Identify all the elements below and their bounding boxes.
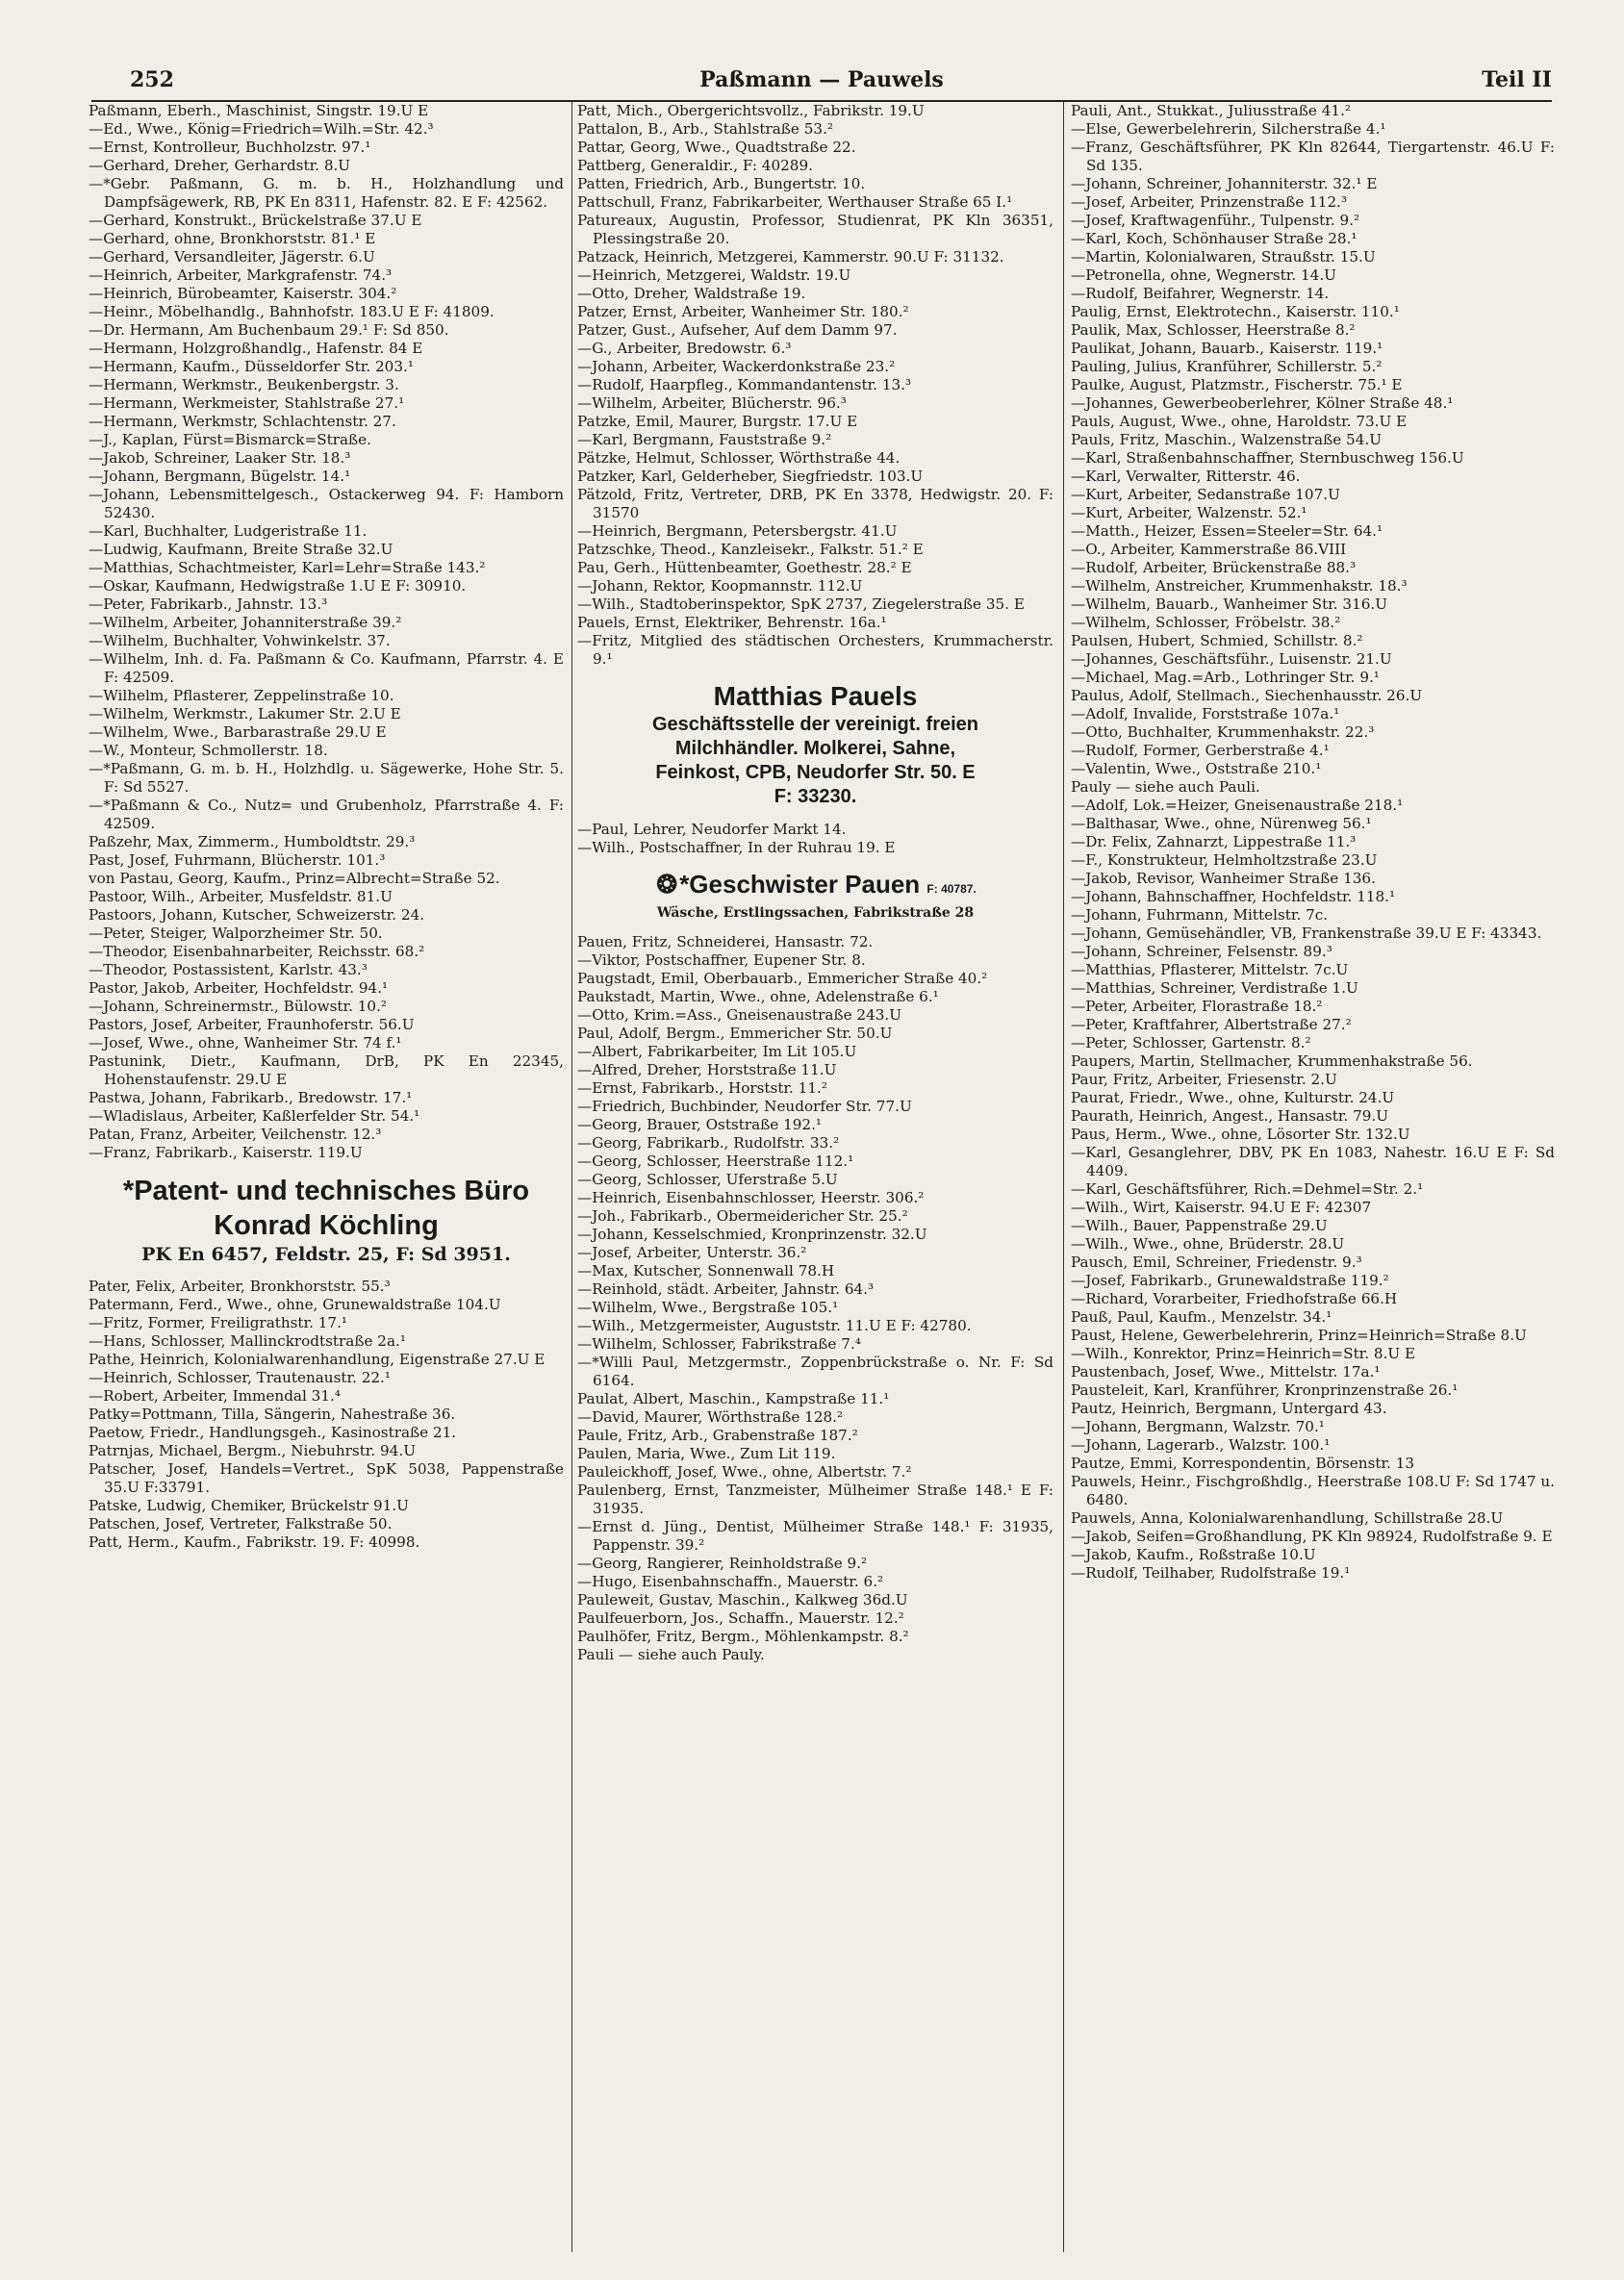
directory-entry: —Wilhelm, Wwe., Barbarastraße 29.U E bbox=[89, 723, 387, 741]
directory-entry: —Wilhelm, Arbeiter, Johanniterstraße 39.² bbox=[89, 614, 402, 631]
directory-entry: —Wilh., Wwe., ohne, Brüderstr. 28.U bbox=[1071, 1235, 1345, 1253]
directory-entry: Pauls, Fritz, Maschin., Walzenstraße 54.U bbox=[1071, 431, 1382, 448]
directory-entry: —*Paßmann, G. m. b. H., Holzhdlg. u. Sägewerke, Hohe Str. 5. F: Sd 5527. bbox=[89, 760, 564, 796]
directory-entry: —Fritz, Former, Freiligrathstr. 17.¹ bbox=[89, 1314, 348, 1331]
directory-entry: —*Willi Paul, Metzgermstr., Zoppenbrückstraße o. Nr. F: Sd 6164. bbox=[577, 1354, 1053, 1389]
ad-line: F: 33230. bbox=[774, 786, 857, 807]
directory-entry: —Jakob, Revisor, Wanheimer Straße 136. bbox=[1071, 870, 1376, 887]
directory-entry: —Rudolf, Haarpfleg., Kommandantenstr. 13.³ bbox=[577, 376, 912, 393]
directory-entry: —Balthasar, Wwe., ohne, Nürenweg 56.¹ bbox=[1071, 815, 1372, 832]
directory-entry: —Wilhelm, Buchhalter, Vohwinkelstr. 37. bbox=[89, 632, 391, 649]
directory-entry: —Wilhelm, Arbeiter, Blücherstr. 96.³ bbox=[577, 394, 847, 412]
directory-entry: —Oskar, Kaufmann, Hedwigstraße 1.U E F: 30910. bbox=[89, 577, 467, 595]
directory-entry: —Dr. Hermann, Am Buchenbaum 29.¹ F: Sd 850. bbox=[89, 321, 449, 339]
directory-entry: —Wilh., Bauer, Pappenstraße 29.U bbox=[1071, 1217, 1328, 1234]
directory-entry: —Heinrich, Arbeiter, Markgrafenstr. 74.³ bbox=[89, 266, 393, 284]
directory-entry: —Johann, Fuhrmann, Mittelstr. 7c. bbox=[1071, 906, 1329, 924]
ad-contact: PK En 6457, Feldstr. 25, F: Sd 3951. bbox=[141, 1244, 511, 1265]
directory-entry: —Heinrich, Metzgerei, Waldstr. 19.U bbox=[577, 266, 851, 284]
directory-entry: —Georg, Rangierer, Reinholdstraße 9.² bbox=[577, 1555, 868, 1572]
part-label: Teil II bbox=[1482, 67, 1552, 92]
directory-entry: —Peter, Arbeiter, Florastraße 18.² bbox=[1071, 998, 1323, 1015]
name-range: Paßmann — Pauwels bbox=[699, 67, 944, 92]
directory-entry: —Johann, Lagerarb., Walzstr. 100.¹ bbox=[1071, 1436, 1331, 1454]
directory-entry: —Jakob, Schreiner, Laaker Str. 18.³ bbox=[89, 449, 351, 467]
directory-entry: —Josef, Kraftwagenführ., Tulpenstr. 9.² bbox=[1071, 212, 1360, 229]
directory-entry: —Adolf, Invalide, Forststraße 107a.¹ bbox=[1071, 705, 1340, 722]
column-divider bbox=[1063, 102, 1064, 2252]
directory-entry: Paugstadt, Emil, Oberbauarb., Emmericher Straße 40.² bbox=[577, 970, 988, 987]
directory-entry: —Karl, Buchhalter, Ludgeristraße 11. bbox=[89, 522, 368, 540]
directory-entry: Pastoors, Johann, Kutscher, Schweizerstr. 24. bbox=[89, 906, 425, 924]
directory-entry: —Johannes, Gewerbeoberlehrer, Kölner Straße 48.¹ bbox=[1071, 394, 1454, 412]
directory-entry: —Alfred, Dreher, Horststraße 11.U bbox=[577, 1061, 837, 1078]
directory-entry: Paulikat, Johann, Bauarb., Kaiserstr. 119.¹ bbox=[1071, 340, 1383, 357]
directory-entry: —Peter, Schlosser, Gartenstr. 8.² bbox=[1071, 1034, 1311, 1051]
directory-entry: —Ernst, Fabrikarb., Horststr. 11.² bbox=[577, 1079, 827, 1097]
directory-entry: Patzer, Ernst, Arbeiter, Wanheimer Str. 180.² bbox=[577, 303, 909, 320]
directory-entry: Paus, Herm., Wwe., ohne, Lösorter Str. 132.U bbox=[1071, 1126, 1410, 1143]
directory-entry: Patscher, Josef, Handels=Vertret., SpK 5038, Pappenstraße 35.U F:33791. bbox=[89, 1460, 564, 1496]
directory-entry: Patschen, Josef, Vertreter, Falkstraße 50. bbox=[89, 1515, 393, 1533]
directory-entry: Patan, Franz, Arbeiter, Veilchenstr. 12.³ bbox=[89, 1126, 382, 1143]
directory-entry: —Peter, Steiger, Walporzheimer Str. 50. bbox=[89, 925, 383, 942]
directory-entry: —Ed., Wwe., König=Friedrich=Wilh.=Str. 42.³ bbox=[89, 120, 434, 138]
directory-entry: Paulen, Maria, Wwe., Zum Lit 119. bbox=[577, 1445, 836, 1462]
directory-entry: Paurat, Friedr., Wwe., ohne, Kulturstr. 24.U bbox=[1071, 1089, 1395, 1106]
directory-entry: —Karl, Bergmann, Fauststraße 9.² bbox=[577, 431, 832, 448]
directory-entry: —Rudolf, Arbeiter, Brückenstraße 88.³ bbox=[1071, 559, 1357, 576]
directory-entry: —Johann, Schreiner, Johanniterstr. 32.¹ E bbox=[1071, 175, 1378, 192]
directory-entry: Patzer, Gust., Aufseher, Auf dem Damm 97. bbox=[577, 321, 898, 339]
directory-entry: —Matth., Heizer, Essen=Steeler=Str. 64.¹ bbox=[1071, 522, 1383, 540]
directory-entry: Pauß, Paul, Kaufm., Menzelstr. 34.¹ bbox=[1071, 1308, 1332, 1326]
directory-entry: —Josef, Wwe., ohne, Wanheimer Str. 74 f.¹ bbox=[89, 1034, 402, 1051]
directory-entry: —Heinrich, Bürobeamter, Kaiserstr. 304.² bbox=[89, 285, 397, 302]
directory-entry: —Rudolf, Teilhaber, Rudolfstraße 19.¹ bbox=[1071, 1564, 1351, 1582]
directory-entry: —Jakob, Seifen=Großhandlung, PK Kln 98924, Rudolfstraße 9. E bbox=[1071, 1528, 1553, 1545]
directory-entry: Paetow, Friedr., Handlungsgeh., Kasinostraße 21. bbox=[89, 1424, 457, 1441]
directory-entry: —Else, Gewerbelehrerin, Silcherstraße 4.¹ bbox=[1071, 120, 1386, 138]
ad-line: Milchhändler. Molkerei, Sahne, bbox=[674, 738, 956, 759]
directory-entry: Pattalon, B., Arb., Stahlstraße 53.² bbox=[577, 120, 833, 138]
directory-entry: Patten, Friedrich, Arb., Bungertstr. 10. bbox=[577, 175, 866, 192]
directory-entry: —Wilhelm, Schlosser, Fröbelstr. 38.² bbox=[1071, 614, 1341, 631]
directory-entry: —Georg, Fabrikarb., Rudolfstr. 33.² bbox=[577, 1134, 840, 1152]
directory-entry: Paupers, Martin, Stellmacher, Krummenhakstraße 56. bbox=[1071, 1052, 1473, 1070]
directory-entry: Patzker, Karl, Gelderheber, Siegfriedstr. 103.U bbox=[577, 468, 924, 485]
ad-phone: F: 40787. bbox=[926, 882, 977, 896]
directory-entry: —Michael, Mag.=Arb., Lothringer Str. 9.¹ bbox=[1071, 669, 1380, 686]
directory-entry: —G., Arbeiter, Bredowstr. 6.³ bbox=[577, 340, 792, 357]
directory-entry: Pattberg, Generaldir., F: 40289. bbox=[577, 157, 813, 174]
directory-entry: —Kurt, Arbeiter, Walzenstr. 52.¹ bbox=[1071, 504, 1307, 521]
directory-entry: —Karl, Straßenbahnschaffner, Sternbuschweg 156.U bbox=[1071, 449, 1464, 467]
directory-entry: Paulik, Max, Schlosser, Heerstraße 8.² bbox=[1071, 321, 1356, 339]
directory-entry: —Gerhard, Versandleiter, Jägerstr. 6.U bbox=[89, 248, 375, 266]
directory-entry: —Theodor, Postassistent, Karlstr. 43.³ bbox=[89, 961, 368, 978]
directory-entry: —Matthias, Pflasterer, Mittelstr. 7c.U bbox=[1071, 961, 1349, 978]
directory-entry: —F., Konstrukteur, Helmholtzstraße 23.U bbox=[1071, 851, 1378, 869]
directory-entry: Pauels, Ernst, Elektriker, Behrenstr. 16a.¹ bbox=[577, 614, 887, 631]
page-header bbox=[91, 62, 1552, 102]
directory-entry: Paulat, Albert, Maschin., Kampstraße 11.¹ bbox=[577, 1390, 890, 1407]
directory-entry: Pauli, Ant., Stukkat., Juliusstraße 41.² bbox=[1071, 102, 1351, 119]
directory-entry: Patureaux, Augustin, Professor, Studienrat, PK Kln 36351, Plessingstraße 20. bbox=[577, 212, 1053, 247]
directory-entry: —Johann, Gemüsehändler, VB, Frankenstraße 39.U E F: 43343. bbox=[1071, 925, 1542, 942]
directory-entry: —Karl, Gesanglehrer, DBV, PK En 1083, Nahestr. 16.U E F: Sd 4409. bbox=[1071, 1144, 1555, 1179]
directory-entry: Paulke, August, Platzmstr., Fischerstr. 75.¹ E bbox=[1071, 376, 1403, 393]
column-3 bbox=[1071, 102, 1555, 2252]
column-3-entries bbox=[1071, 102, 1555, 1583]
directory-entry: —Johann, Bergmann, Bügelstr. 14.¹ bbox=[89, 468, 351, 485]
directory-entry: —Wilhelm, Pflasterer, Zeppelinstraße 10. bbox=[89, 687, 394, 704]
column-1-entries-b bbox=[89, 1278, 564, 1552]
directory-entry: Pauleweit, Gustav, Maschin., Kalkweg 36d.U bbox=[577, 1591, 908, 1609]
directory-entry: —Johann, Kesselschmied, Kronprinzenstr. 32.U bbox=[577, 1226, 927, 1243]
directory-entry: Paust, Helene, Gewerbelehrerin, Prinz=Heinrich=Straße 8.U bbox=[1071, 1327, 1527, 1344]
directory-entry: —David, Maurer, Wörthstraße 128.² bbox=[577, 1408, 844, 1426]
directory-entry: Pauleickhoff, Josef, Wwe., ohne, Albertstr. 7.² bbox=[577, 1463, 912, 1481]
directory-entry: —Albert, Fabrikarbeiter, Im Lit 105.U bbox=[577, 1043, 857, 1060]
directory-entry: —Hermann, Kaufm., Düsseldorfer Str. 203.¹ bbox=[89, 358, 414, 375]
directory-entry: —Peter, Kraftfahrer, Albertstraße 27.² bbox=[1071, 1016, 1352, 1033]
directory-entry: Paulfeuerborn, Jos., Schaffn., Mauerstr. 12.² bbox=[577, 1609, 904, 1627]
directory-entry: —Gerhard, Dreher, Gerhardstr. 8.U bbox=[89, 157, 351, 174]
directory-entry: —Otto, Dreher, Waldstraße 19. bbox=[577, 285, 806, 302]
directory-entry: —Ernst d. Jüng., Dentist, Mülheimer Straße 148.¹ F: 31935, Pappenstr. 39.² bbox=[577, 1518, 1053, 1554]
directory-entry: —J., Kaplan, Fürst=Bismarck=Straße. bbox=[89, 431, 371, 448]
directory-entry: Patt, Mich., Obergerichtsvollz., Fabrikstr. 19.U bbox=[577, 102, 925, 119]
directory-entry: Paukstadt, Martin, Wwe., ohne, Adelenstraße 6.¹ bbox=[577, 988, 939, 1005]
directory-entry: —Joh., Fabrikarb., Obermeidericher Str. 25.² bbox=[577, 1207, 908, 1225]
directory-entry: —Johannes, Geschäftsführ., Luisenstr. 21.U bbox=[1071, 650, 1392, 668]
directory-entry: Pautze, Emmi, Korrespondentin, Börsenstr. 13 bbox=[1071, 1455, 1415, 1472]
directory-entry: —Gerhard, ohne, Bronkhorststr. 81.¹ E bbox=[89, 230, 376, 247]
directory-entry: —Georg, Brauer, Oststraße 192.¹ bbox=[577, 1116, 823, 1133]
directory-entry: —Wilh., Metzgermeister, Auguststr. 11.U E F: 42780. bbox=[577, 1317, 972, 1334]
directory-entry: —*Gebr. Paßmann, G. m. b. H., Holzhandlung und Dampfsägewerk, RB, PK En 8311, Hafenstr. 82. E F: 42562. bbox=[89, 175, 564, 211]
directory-entry: Paulenberg, Ernst, Tanzmeister, Mülheimer Straße 148.¹ E F: 31935. bbox=[577, 1482, 1053, 1517]
directory-entry: —Karl, Verwalter, Ritterstr. 46. bbox=[1071, 468, 1301, 485]
directory-entry: —Valentin, Wwe., Oststraße 210.¹ bbox=[1071, 760, 1322, 777]
directory-entry: —Peter, Fabrikarb., Jahnstr. 13.³ bbox=[89, 595, 328, 613]
directory-entry: Pauen, Fritz, Schneiderei, Hansastr. 72. bbox=[577, 933, 874, 950]
column-2-entries-c bbox=[577, 933, 1053, 1664]
directory-entry: —Johann, Bahnschaffner, Hochfeldstr. 118.¹ bbox=[1071, 888, 1396, 905]
directory-entry: Pastors, Josef, Arbeiter, Fraunhoferstr. 56.U bbox=[89, 1016, 415, 1033]
directory-entry: Paul, Adolf, Bergm., Emmericher Str. 50.U bbox=[577, 1025, 893, 1042]
column-1 bbox=[89, 102, 564, 2252]
directory-entry: Pauwels, Anna, Kolonialwarenhandlung, Schillstraße 28.U bbox=[1071, 1509, 1504, 1527]
directory-entry: —Wladislaus, Arbeiter, Kaßlerfelder Str. 54.¹ bbox=[89, 1107, 420, 1125]
directory-entry: Pattschull, Franz, Fabrikarbeiter, Werthauser Straße 65 I.¹ bbox=[577, 193, 1013, 211]
directory-entry: —Martin, Kolonialwaren, Straußstr. 15.U bbox=[1071, 248, 1376, 266]
directory-entry: —Hugo, Eisenbahnschaffn., Mauerstr. 6.² bbox=[577, 1573, 884, 1590]
directory-entry: Pautz, Heinrich, Bergmann, Untergard 43. bbox=[1071, 1400, 1387, 1417]
directory-entry: —Franz, Geschäftsführer, PK Kln 82644, Tiergartenstr. 46.U F: Sd 135. bbox=[1071, 139, 1555, 174]
directory-entry: Pau, Gerh., Hüttenbeamter, Goethestr. 28.² E bbox=[577, 559, 912, 576]
directory-entry: —Ludwig, Kaufmann, Breite Straße 32.U bbox=[89, 541, 393, 558]
directory-entry: —Matthias, Schreiner, Verdistraße 1.U bbox=[1071, 979, 1358, 997]
directory-entry: —Kurt, Arbeiter, Sedanstraße 107.U bbox=[1071, 486, 1340, 503]
directory-entry: —Karl, Koch, Schönhauser Straße 28.¹ bbox=[1071, 230, 1358, 247]
directory-entry: —Richard, Vorarbeiter, Friedhofstraße 66.H bbox=[1071, 1290, 1398, 1307]
directory-entry: —Johann, Schreiner, Felsenstr. 89.³ bbox=[1071, 943, 1332, 960]
directory-entry: Pastwa, Johann, Fabrikarb., Bredowstr. 17.¹ bbox=[89, 1089, 413, 1106]
directory-entry: —Wilh., Stadtoberinspektor, SpK 2737, Ziegelerstraße 35. E bbox=[577, 595, 1025, 613]
directory-entry: —Georg, Schlosser, Heerstraße 112.¹ bbox=[577, 1153, 854, 1170]
ad-line: Feinkost, CPB, Neudorfer Str. 50. E bbox=[655, 762, 976, 783]
directory-entry: —Hermann, Holzgroßhandlg., Hafenstr. 84 E bbox=[89, 340, 423, 357]
directory-entry: Paulhöfer, Fritz, Bergm., Möhlenkampstr. 8.² bbox=[577, 1628, 909, 1645]
directory-entry: —Hermann, Werkmstr, Schlachtenstr. 27. bbox=[89, 413, 396, 430]
directory-entry: Pauli — siehe auch Pauly. bbox=[577, 1646, 765, 1663]
ad-line: Geschäftsstelle der vereinigt. freien bbox=[651, 714, 979, 735]
ad-line: Wäsche, Erstlingssachen, Fabrikstraße 28 bbox=[656, 905, 975, 921]
directory-entry: —Max, Kutscher, Sonnenwall 78.H bbox=[577, 1262, 835, 1279]
directory-entry: —Theodor, Eisenbahnarbeiter, Reichsstr. 68.² bbox=[89, 943, 425, 960]
directory-entry: Paule, Fritz, Arb., Grabenstraße 187.² bbox=[577, 1427, 858, 1444]
directory-entry: Pastor, Jakob, Arbeiter, Hochfeldstr. 94.¹ bbox=[89, 979, 389, 997]
directory-entry: —Wilh., Konrektor, Prinz=Heinrich=Str. 8.U E bbox=[1071, 1345, 1416, 1362]
directory-entry: —Reinhold, städt. Arbeiter, Jahnstr. 64.³ bbox=[577, 1280, 875, 1298]
directory-entry: Pauling, Julius, Kranführer, Schillerstr. 5.² bbox=[1071, 358, 1383, 375]
pauels-advertisement bbox=[577, 680, 1053, 809]
directory-entry: —*Paßmann & Co., Nutz= und Grubenholz, Pfarrstraße 4. F: 42509. bbox=[89, 797, 564, 832]
ad-company: Konrad Köchling bbox=[214, 1210, 439, 1241]
directory-entry: Patzschke, Theod., Kanzleisekr., Falkstr. 51.² E bbox=[577, 541, 924, 558]
directory-entry: —W., Monteur, Schmollerstr. 18. bbox=[89, 742, 328, 759]
directory-entry: —Franz, Fabrikarb., Kaiserstr. 119.U bbox=[89, 1144, 363, 1161]
directory-entry: —Wilhelm, Anstreicher, Krummenhakstr. 18.³ bbox=[1071, 577, 1408, 595]
directory-entry: Paulus, Adolf, Stellmach., Siechenhausstr. 26.U bbox=[1071, 687, 1423, 704]
directory-entry: Patske, Ludwig, Chemiker, Brückelstr 91.U bbox=[89, 1497, 409, 1514]
column-2-entries-b bbox=[577, 821, 1053, 857]
koechling-advertisement bbox=[89, 1174, 564, 1266]
directory-entry: Pastoor, Wilh., Arbeiter, Musfeldstr. 81.U bbox=[89, 888, 393, 905]
column-1-entries-a bbox=[89, 102, 564, 1162]
column-2 bbox=[577, 102, 1053, 2252]
directory-entry: Pauls, August, Wwe., ohne, Haroldstr. 73.U E bbox=[1071, 413, 1408, 430]
directory-entry: —Johann, Lebensmittelgesch., Ostackerweg 94. F: Hamborn 52430. bbox=[89, 486, 564, 521]
directory-entry: Paßzehr, Max, Zimmerm., Humboldtstr. 29.³ bbox=[89, 833, 416, 850]
column-2-entries-a bbox=[577, 102, 1053, 669]
directory-entry: —Petronella, ohne, Wegnerstr. 14.U bbox=[1071, 266, 1336, 284]
directory-entry: Pattar, Georg, Wwe., Quadtstraße 22. bbox=[577, 139, 856, 156]
directory-entry: von Pastau, Georg, Kaufm., Prinz=Albrecht=Straße 52. bbox=[89, 870, 500, 887]
directory-entry: Pätzold, Fritz, Vertreter, DRB, PK En 3378, Hedwigstr. 20. F: 31570 bbox=[577, 486, 1053, 521]
directory-entry: Paustenbach, Josef, Wwe., Mittelstr. 17a.¹ bbox=[1071, 1363, 1381, 1381]
directory-entry: Paur, Fritz, Arbeiter, Friesenstr. 2.U bbox=[1071, 1071, 1337, 1088]
directory-entry: Patzke, Emil, Maurer, Burgstr. 17.U E bbox=[577, 413, 858, 430]
directory-entry: Paßmann, Eberh., Maschinist, Singstr. 19.U E bbox=[89, 102, 429, 119]
directory-entry: Past, Josef, Fuhrmann, Blücherstr. 101.³ bbox=[89, 851, 386, 869]
directory-entry: Patzack, Heinrich, Metzgerei, Kammerstr. 90.U F: 31132. bbox=[577, 248, 1004, 266]
directory-entry: Pauly — siehe auch Pauli. bbox=[1071, 778, 1260, 796]
directory-entry: —Heinrich, Eisenbahnschlosser, Heerstr. 306.² bbox=[577, 1189, 925, 1206]
directory-entry: —Dr. Felix, Zahnarzt, Lippestraße 11.³ bbox=[1071, 833, 1357, 850]
directory-entry: —Otto, Buchhalter, Krummenhakstr. 22.³ bbox=[1071, 723, 1375, 741]
directory-entry: —Heinr., Möbelhandlg., Bahnhofstr. 183.U E F: 41809. bbox=[89, 303, 495, 320]
directory-entry: —Fritz, Mitglied des städtischen Orchesters, Krummacherstr. 9.¹ bbox=[577, 632, 1053, 668]
directory-entry: —Heinrich, Schlosser, Trautenaustr. 22.¹ bbox=[89, 1369, 391, 1386]
directory-entry: —Wilh., Postschaffner, In der Ruhrau 19. E bbox=[577, 839, 896, 856]
directory-entry: —Johann, Bergmann, Walzstr. 70.¹ bbox=[1071, 1418, 1325, 1435]
directory-entry: —Hans, Schlosser, Mallinckrodtstraße 2a.¹ bbox=[89, 1332, 406, 1350]
directory-entry: —Georg, Schlosser, Uferstraße 5.U bbox=[577, 1171, 838, 1188]
directory-entry: —Johann, Rektor, Koopmannstr. 112.U bbox=[577, 577, 863, 595]
directory-entry: Patrnjas, Michael, Bergm., Niebuhrstr. 94.U bbox=[89, 1442, 416, 1459]
directory-entry: Paurath, Heinrich, Angest., Hansastr. 79.U bbox=[1071, 1107, 1389, 1125]
ad-title: *Patent- und technisches Büro bbox=[122, 1176, 530, 1206]
directory-entry: Patermann, Ferd., Wwe., ohne, Grunewaldstraße 104.U bbox=[89, 1296, 501, 1313]
directory-entry: —Wilhelm, Wwe., Bergstraße 105.¹ bbox=[577, 1299, 839, 1316]
ad-title: Matthias Pauels bbox=[713, 681, 918, 711]
directory-entry: —Wilh., Wirt, Kaiserstr. 94.U E F: 42307 bbox=[1071, 1199, 1372, 1216]
page-number: 252 bbox=[130, 67, 174, 92]
column-divider bbox=[571, 102, 572, 2252]
directory-entry: —Robert, Arbeiter, Immendal 31.⁴ bbox=[89, 1387, 341, 1405]
directory-entry: —Paul, Lehrer, Neudorfer Markt 14. bbox=[577, 821, 847, 838]
directory-entry: —Josef, Arbeiter, Unterstr. 36.² bbox=[577, 1244, 807, 1261]
directory-entry: Patky=Pottmann, Tilla, Sängerin, Nahestraße 36. bbox=[89, 1406, 456, 1423]
ad-title: *Geschwister Pauen bbox=[679, 870, 921, 899]
directory-entry: Paulig, Ernst, Elektrotechn., Kaiserstr. 110.¹ bbox=[1071, 303, 1400, 320]
directory-entry: —Wilhelm, Werkmstr., Lakumer Str. 2.U E bbox=[89, 705, 401, 722]
directory-entry: —Wilhelm, Inh. d. Fa. Paßmann & Co. Kaufmann, Pfarrstr. 4. E F: 42509. bbox=[89, 650, 564, 686]
emblem-icon: ❂ bbox=[656, 870, 678, 899]
directory-entry: —Otto, Krim.=Ass., Gneisenaustraße 243.U bbox=[577, 1006, 902, 1024]
directory-entry: —Ernst, Kontrolleur, Buchholzstr. 97.¹ bbox=[89, 139, 371, 156]
directory-entry: —Hermann, Werkmeister, Stahlstraße 27.¹ bbox=[89, 394, 405, 412]
directory-entry: —Friedrich, Buchbinder, Neudorfer Str. 77.U bbox=[577, 1098, 912, 1115]
directory-entry: Pauwels, Heinr., Fischgroßhdlg., Heerstraße 108.U F: Sd 1747 u. 6480. bbox=[1071, 1473, 1555, 1508]
directory-entry: —Rudolf, Beifahrer, Wegnerstr. 14. bbox=[1071, 285, 1330, 302]
directory-entry: —Adolf, Lok.=Heizer, Gneisenaustraße 218.¹ bbox=[1071, 797, 1404, 814]
directory-entry: —Matthias, Schachtmeister, Karl=Lehr=Straße 143.² bbox=[89, 559, 486, 576]
directory-entry: —Viktor, Postschaffner, Eupener Str. 8. bbox=[577, 951, 866, 969]
directory-entry: Pätzke, Helmut, Schlosser, Wörthstraße 44. bbox=[577, 449, 901, 467]
directory-entry: —Jakob, Kaufm., Roßstraße 10.U bbox=[1071, 1546, 1316, 1563]
directory-entry: —Karl, Geschäftsführer, Rich.=Dehmel=Str. 2.¹ bbox=[1071, 1180, 1424, 1198]
directory-entry: —Heinrich, Bergmann, Petersbergstr. 41.U bbox=[577, 522, 898, 540]
directory-entry: Pausteleit, Karl, Kranführer, Kronprinzenstraße 26.¹ bbox=[1071, 1381, 1459, 1399]
directory-entry: Pathe, Heinrich, Kolonialwarenhandlung, Eigenstraße 27.U E bbox=[89, 1351, 546, 1368]
directory-entry: —Johann, Schreinermstr., Bülowstr. 10.² bbox=[89, 998, 387, 1015]
pauen-advertisement bbox=[577, 869, 1053, 922]
directory-entry: —Johann, Arbeiter, Wackerdonkstraße 23.² bbox=[577, 358, 896, 375]
directory-entry: Pausch, Emil, Schreiner, Friedenstr. 9.³ bbox=[1071, 1254, 1362, 1271]
directory-entry: —Wilhelm, Schlosser, Fabrikstraße 7.⁴ bbox=[577, 1335, 861, 1353]
directory-entry: Patt, Herm., Kaufm., Fabrikstr. 19. F: 40998. bbox=[89, 1533, 420, 1551]
directory-entry: —Rudolf, Former, Gerberstraße 4.¹ bbox=[1071, 742, 1330, 759]
directory-entry: Paulsen, Hubert, Schmied, Schillstr. 8.² bbox=[1071, 632, 1363, 649]
directory-entry: Pater, Felix, Arbeiter, Bronkhorststr. 55.³ bbox=[89, 1278, 391, 1295]
directory-entry: —Josef, Arbeiter, Prinzenstraße 112.³ bbox=[1071, 193, 1348, 211]
directory-entry: —Josef, Fabrikarb., Grunewaldstraße 119.² bbox=[1071, 1272, 1389, 1289]
directory-entry: —O., Arbeiter, Kammerstraße 86.VIII bbox=[1071, 541, 1347, 558]
directory-entry: —Hermann, Werkmstr., Beukenbergstr. 3. bbox=[89, 376, 399, 393]
directory-entry: —Gerhard, Konstrukt., Brückelstraße 37.U E bbox=[89, 212, 422, 229]
directory-entry: —Wilhelm, Bauarb., Wanheimer Str. 316.U bbox=[1071, 595, 1388, 613]
directory-entry: Pastunink, Dietr., Kaufmann, DrB, PK En 22345, Hohenstaufenstr. 29.U E bbox=[89, 1052, 564, 1088]
